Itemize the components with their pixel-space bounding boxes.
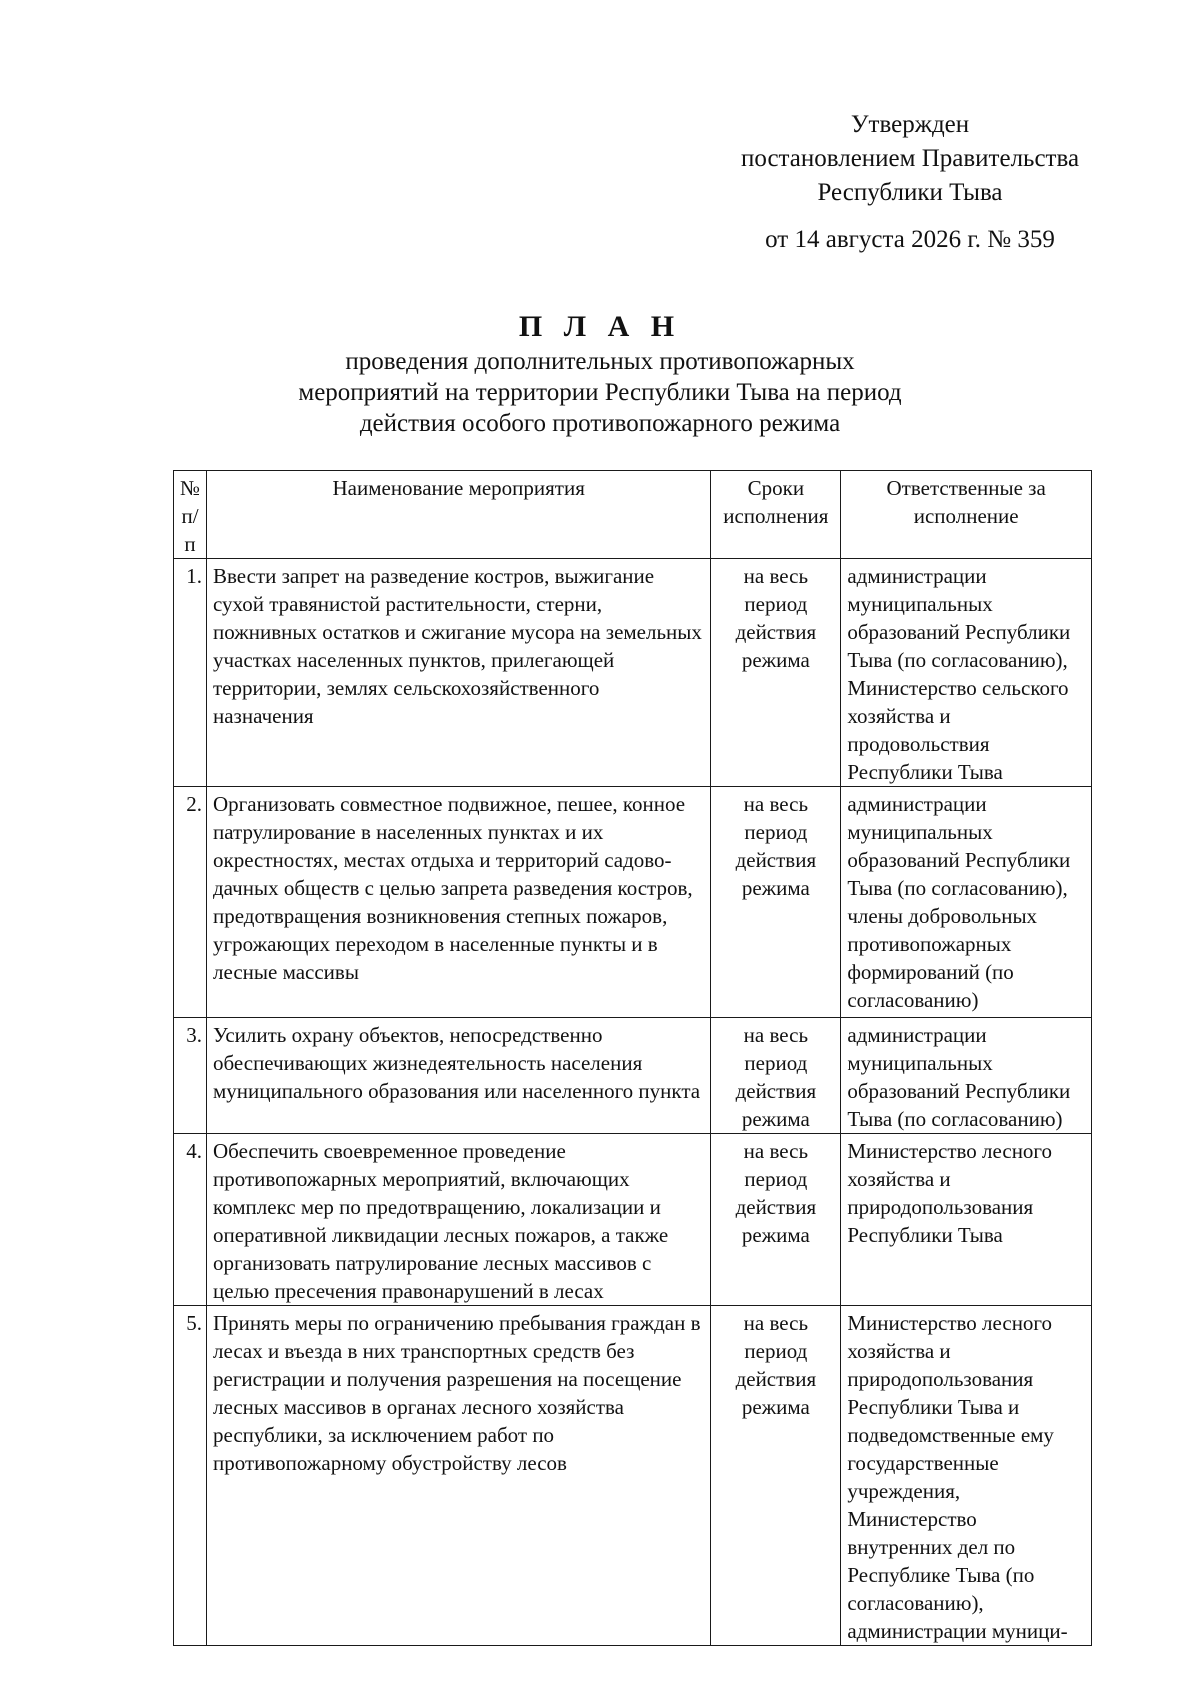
row-measure: Принять меры по ограничению пребывания граждан в лесах и въезда в них транспортных средств без регистрации и получения разрешения на посещение лесных массивов в органах лесного хозяйства республики, за исключением работ по противопожарному обустройству лесов <box>207 1306 711 1646</box>
row-number: 1. <box>174 559 207 787</box>
plan-heading <box>100 308 1100 439</box>
table-row <box>174 1134 1092 1306</box>
header-number: № п/п <box>174 471 207 559</box>
row-number: 4. <box>174 1134 207 1306</box>
row-deadline: на весь период действия режима <box>711 1134 841 1306</box>
row-responsible: администрации муниципальных образований Республики Тыва (по согласованию) <box>841 1018 1092 1134</box>
approval-line-approved: Утвержден <box>850 111 970 138</box>
plan-title: П Л А Н <box>518 310 682 343</box>
table-row <box>174 1018 1092 1134</box>
plan-subtitle-line-3: действия особого противопожарного режима <box>359 410 841 437</box>
approval-date-number: от 14 августа 2026 г. № 359 <box>765 226 1055 253</box>
approval-line-republic: Республики Тыва <box>817 179 1003 206</box>
row-responsible: Министерство лесного хозяйства и природопользования Республики Тыва <box>841 1134 1092 1306</box>
row-deadline: на весь период действия режима <box>711 1306 841 1646</box>
header-deadline: Сроки исполнения <box>711 471 841 559</box>
row-responsible: Министерство лесного хозяйства и природопользования Республики Тыва и подведомственные ему государственные учреждения, Министерство внутренних дел по Республике Тыва (по согласованию), администрации муници- <box>841 1306 1092 1646</box>
row-deadline: на весь период действия режима <box>711 559 841 787</box>
row-measure: Организовать совместное подвижное, пешее, конное патрулирование в населенных пунктах и их окрестностях, местах отдыха и территорий садово-дачных обществ с целью запрета разведения костров, предотвращения возникновения степных пожаров, угрожающих переходом в населенные пункты и в лесные массивы <box>207 787 711 1018</box>
row-number: 3. <box>174 1018 207 1134</box>
table-header-row <box>174 471 1092 559</box>
plan-subtitle-line-2: мероприятий на территории Республики Тыва на период <box>298 379 902 406</box>
approval-line-decree: постановлением Правительства <box>740 145 1080 172</box>
row-deadline: на весь период действия режима <box>711 787 841 1018</box>
row-measure: Усилить охрану объектов, непосредственно обеспечивающих жизнедеятельность населения муниципального образования или населенного пункта <box>207 1018 711 1134</box>
header-responsible: Ответственные за исполнение <box>841 471 1092 559</box>
row-measure: Ввести запрет на разведение костров, выжигание сухой травянистой растительности, стерни, пожнивных остатков и сжигание мусора на земельных участках населенных пунктов, прилегающей территории, землях сельскохозяйственного назначения <box>207 559 711 787</box>
row-measure: Обеспечить своевременное проведение противопожарных мероприятий, включающих комплекс мер по предотвращению, локализации и оперативной ликвидации лесных пожаров, а также организовать патрулирование лесных массивов с целью пресечения правонарушений в лесах <box>207 1134 711 1306</box>
approval-stamp <box>700 108 1120 257</box>
measures-table <box>173 470 1092 1646</box>
plan-subtitle-line-1: проведения дополнительных противопожарных <box>345 348 855 375</box>
row-responsible: администрации муниципальных образований Республики Тыва (по согласованию), члены добровольных противопожарных формирований (по согласованию) <box>841 787 1092 1018</box>
table-row <box>174 559 1092 787</box>
table-row <box>174 787 1092 1018</box>
row-number: 2. <box>174 787 207 1018</box>
header-measure-name: Наименование мероприятия <box>207 471 711 559</box>
row-deadline: на весь период действия режима <box>711 1018 841 1134</box>
row-responsible: администрации муниципальных образований Республики Тыва (по согласованию), Министерство сельского хозяйства и продовольствия Республики Тыва <box>841 559 1092 787</box>
table-row <box>174 1306 1092 1646</box>
row-number: 5. <box>174 1306 207 1646</box>
